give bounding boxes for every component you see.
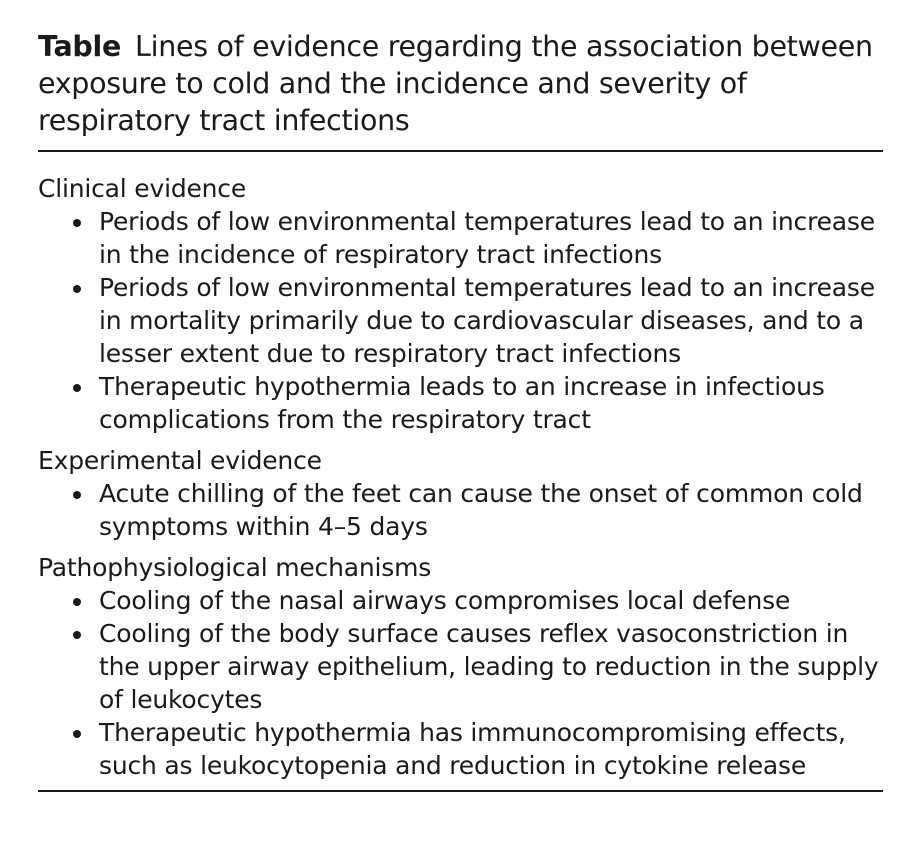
bullet-list bbox=[38, 584, 883, 782]
bullet-dot-icon bbox=[73, 285, 81, 293]
bullet-dot-icon bbox=[73, 219, 81, 227]
evidence-section bbox=[38, 551, 883, 782]
bullet-text: Acute chilling of the feet can cause the onset of common cold symptoms within 4–5 days bbox=[99, 479, 863, 541]
table-caption bbox=[38, 28, 883, 139]
bullet-item bbox=[38, 271, 883, 370]
table-label: Table bbox=[38, 30, 121, 63]
table-body bbox=[38, 152, 883, 782]
bullet-item bbox=[38, 584, 883, 617]
bullet-text: Therapeutic hypothermia has immunocompromising effects, such as leukocytopenia and reduction in cytokine release bbox=[99, 718, 846, 780]
bullet-list bbox=[38, 477, 883, 543]
bullet-text: Cooling of the nasal airways compromises local defense bbox=[99, 586, 791, 615]
bullet-text: Periods of low environmental temperatures lead to an increase in the incidence of respiratory tract infections bbox=[99, 207, 875, 269]
bullet-item bbox=[38, 716, 883, 782]
bullet-item bbox=[38, 617, 883, 716]
bullet-item bbox=[38, 205, 883, 271]
bullet-list bbox=[38, 205, 883, 436]
bullet-item bbox=[38, 370, 883, 436]
section-title: Clinical evidence bbox=[38, 174, 247, 203]
bullet-dot-icon bbox=[73, 384, 81, 392]
bullet-text: Therapeutic hypothermia leads to an increase in infectious complications from the respiratory tract bbox=[99, 372, 825, 434]
section-title: Experimental evidence bbox=[38, 446, 322, 475]
table-caption-text: Lines of evidence regarding the association between exposure to cold and the incidence and severity of respiratory tract infections bbox=[38, 30, 873, 137]
bullet-dot-icon bbox=[73, 631, 81, 639]
table-figure bbox=[38, 28, 883, 792]
section-title: Pathophysiological mechanisms bbox=[38, 553, 432, 582]
bullet-item bbox=[38, 477, 883, 543]
evidence-section bbox=[38, 444, 883, 543]
evidence-section bbox=[38, 172, 883, 436]
bullet-dot-icon bbox=[73, 730, 81, 738]
bullet-dot-icon bbox=[73, 598, 81, 606]
bullet-text: Periods of low environmental temperatures lead to an increase in mortality primarily due to cardiovascular diseases, and to a lesser extent due to respiratory tract infections bbox=[99, 273, 875, 368]
bottom-rule bbox=[38, 790, 883, 792]
bullet-dot-icon bbox=[73, 491, 81, 499]
bullet-text: Cooling of the body surface causes reflex vasoconstriction in the upper airway epithelium, leading to reduction in the supply of leukocytes bbox=[99, 619, 879, 714]
